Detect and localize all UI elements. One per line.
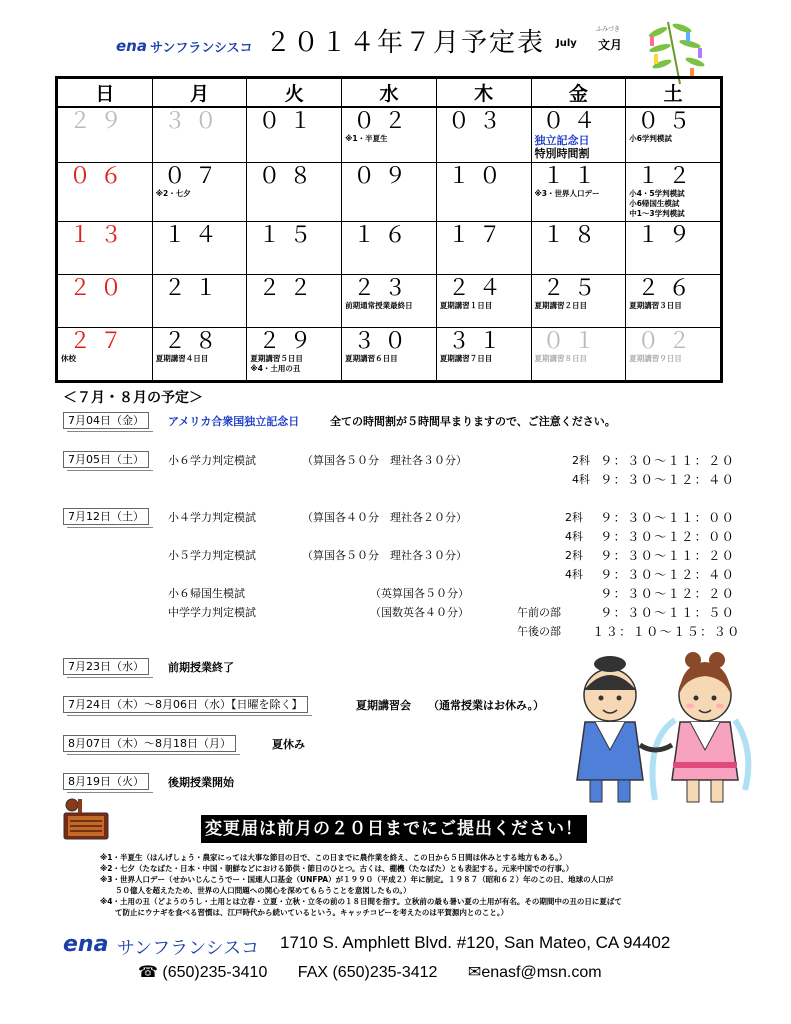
event-name: 小５学力判定模試 [168, 549, 256, 562]
calendar-day-cell [436, 275, 531, 328]
footnote-line: ※4・土用の丑（どようのうし・土用とは立春・立夏・立秋・立冬の前の１８日間を指す。立秋前の最も暑い夏の土用が有名。その期間中の丑の日に夏ばて [100, 897, 622, 906]
weekday-header: 火 [247, 79, 342, 108]
calendar-day-cell [247, 163, 342, 222]
time-label: 2科 [565, 511, 583, 524]
day-note: 夏期講習４日目 [155, 354, 209, 363]
day-number: ０５ [637, 109, 700, 134]
calendar-week-row [58, 163, 721, 222]
event-date: 7月23日（水） [63, 658, 149, 675]
event-date: 8月19日（火） [63, 773, 149, 790]
calendar-day-cell [58, 275, 153, 328]
day-note: 夏期講習８日目 [534, 354, 588, 363]
day-note: 小6学判模試 [629, 134, 672, 143]
calendar-day-cell [531, 328, 626, 381]
footnote-line: ※3・世界人口デー（せかいじんこうでー・国連人口基金（UNFPA）が１９９０（平成２）年に制定。１９８７（昭和６２）年のこの日、地球の人口が [100, 875, 614, 884]
weekday-header: 日 [58, 79, 153, 108]
event-date: 7月04日（金） [63, 412, 149, 429]
calendar-day-cell [247, 107, 342, 163]
calendar-day-cell [247, 222, 342, 275]
day-number: ０２ [637, 329, 700, 354]
day-note: 夏期講習３日目 [629, 301, 682, 310]
fax-number: FAX (650)235-3412 [297, 964, 438, 981]
day-number: １０ [447, 164, 510, 189]
month-ruby: ふみづき [596, 26, 620, 33]
footnote-line: ※1・半夏生（はんげしょう・農家にっては大事な節目の日で、この日までに農作業を終え、この日から５日間は休みとする地方もある。） [100, 853, 567, 862]
calendar-day-cell [247, 275, 342, 328]
day-note: 夏期講習５日目 [250, 354, 303, 363]
event-note: （通常授業はお休み。） [428, 699, 545, 712]
day-number: ０１ [542, 329, 605, 354]
time-label: 2科 [565, 549, 583, 562]
calendar-day-cell [436, 107, 531, 163]
calendar-week-row [58, 328, 721, 381]
event-name: 小６帰国生模試 [168, 587, 245, 600]
day-number: ２１ [163, 276, 226, 301]
day-number: ３０ [353, 329, 416, 354]
footer-school-name: サンフランシスコ [117, 938, 260, 959]
event-name: 小６学力判定模試 [168, 454, 256, 467]
day-note: 中1～3学判模試 [629, 209, 685, 218]
day-number: ０１ [258, 109, 321, 134]
footer-ena-logo: ena [63, 932, 109, 957]
email-link[interactable]: ✉enasf@msn.com [467, 964, 602, 981]
day-number: １２ [637, 164, 700, 189]
event-detail: （算国各４０分 理社各２０分） [302, 511, 467, 524]
day-number: １３ [69, 223, 132, 248]
weekday-header: 金 [531, 79, 626, 108]
calendar-day-cell [342, 222, 437, 275]
day-number: １５ [258, 223, 321, 248]
calendar-day-cell [58, 163, 153, 222]
day-number: １７ [447, 223, 510, 248]
time-label: 2科 [572, 454, 590, 467]
day-note: 独立記念日 [534, 134, 590, 147]
time-range: ９：３０～１１：００ [600, 510, 736, 525]
time-range: ９：３０～１２：００ [600, 529, 736, 544]
ena-logo: ena [116, 37, 147, 55]
event-date: 7月05日（土） [63, 451, 149, 468]
day-number: １１ [542, 164, 605, 189]
day-number: ０８ [258, 164, 321, 189]
calendar-day-cell [152, 163, 247, 222]
event-detail: （算国各５０分 理社各３０分） [302, 454, 467, 467]
time-range: ９：３０～１２：４０ [600, 567, 736, 582]
event-detail: （国数英各４０分） [370, 606, 469, 619]
day-number: ２３ [353, 276, 416, 301]
unagi-box-icon [58, 795, 113, 845]
calendar-day-cell [436, 222, 531, 275]
calendar-day-cell [531, 107, 626, 163]
calendar-day-cell [58, 222, 153, 275]
event-name: 小４学力判定模試 [168, 511, 256, 524]
time-range: ９：３０～１２：４０ [600, 472, 736, 487]
day-number: ２４ [447, 276, 510, 301]
day-number: ２２ [258, 276, 321, 301]
event-desc: 全ての時間割が５時間早まりますので、ご注意ください。 [330, 415, 616, 428]
calendar-week-row [58, 107, 721, 163]
day-note: 前期通常授業最終日 [345, 301, 413, 310]
calendar-day-cell [531, 163, 626, 222]
day-note: 小4・5学判模試 [629, 189, 685, 198]
time-range: ９：３０～１１：２０ [600, 453, 736, 468]
calendar-day-cell [152, 222, 247, 275]
header [0, 18, 791, 68]
footer-contact [138, 962, 628, 982]
day-number: ０７ [163, 164, 226, 189]
calendar-day-cell [342, 163, 437, 222]
day-note: ※1・半夏生 [345, 134, 388, 143]
day-number: ３０ [163, 109, 226, 134]
event-date: 7月12日（土） [63, 508, 149, 525]
time-label: 4科 [572, 473, 590, 486]
event-date: 8月07日（木）～8月18日（月） [63, 735, 236, 752]
calendar-week-row [58, 222, 721, 275]
calendar-day-cell [626, 222, 721, 275]
day-number: １９ [637, 223, 700, 248]
phone-number[interactable]: ☎ (650)235-3410 [138, 964, 268, 981]
calendar-day-cell [152, 107, 247, 163]
calendar-day-cell [626, 328, 721, 381]
calendar-day-cell [342, 107, 437, 163]
day-number: ２９ [69, 109, 132, 134]
calendar-day-cell [152, 328, 247, 381]
day-note: ※2・七夕 [155, 189, 191, 198]
day-note: 夏期講習６日目 [345, 354, 398, 363]
footnote-line: ５０億人を超えたため、世界の人口問題への関心を深めてもらうことを意図したもの。） [100, 886, 411, 895]
calendar-day-cell [626, 107, 721, 163]
calendar-week-row [58, 275, 721, 328]
event-name: 中学学力判定模試 [168, 606, 256, 619]
calendar-day-cell [531, 222, 626, 275]
time-range: １３：１０～１５：３０ [592, 624, 741, 639]
time-range: ９：３０～１２：２０ [600, 586, 736, 601]
event-name: アメリカ合衆国独立記念日 [168, 415, 300, 428]
weekday-header: 土 [626, 79, 721, 108]
event-date: 7月24日（木）～8月06日（水）【日曜を除く】 [63, 696, 308, 713]
event-name: 前期授業終了 [168, 661, 234, 674]
school-name: サンフランシスコ [150, 41, 253, 56]
event-name: 夏休み [272, 738, 305, 751]
weekday-header: 月 [152, 79, 247, 108]
day-note: ※3・世界人口デー [534, 189, 600, 198]
footer-address: 1710 S. Amphlett Blvd. #120, San Mateo, CA 94402 [280, 933, 671, 952]
day-note: ※4・土用の丑 [250, 364, 301, 373]
day-number: ０９ [353, 164, 416, 189]
orihime-hikoboshi-illustration-icon [555, 650, 755, 810]
day-number: ０３ [447, 109, 510, 134]
calendar-day-cell [626, 163, 721, 222]
day-number: ２９ [258, 329, 321, 354]
event-name: 後期授業開始 [168, 776, 234, 789]
weekday-header-row [58, 79, 721, 108]
footnote-line: ※2・七夕（たなばた・日本・中国・朝鮮などにおける節供・節日のひとつ。古くは、棚機（たなばた）とも表記する。元来中国での行事。） [100, 864, 574, 873]
day-number: ２６ [637, 276, 700, 301]
event-name: 夏期講習会 [356, 699, 411, 712]
calendar-day-cell [626, 275, 721, 328]
day-note: 夏期講習２日目 [534, 301, 588, 310]
day-number: ２８ [163, 329, 226, 354]
month-ja: 文月 [598, 38, 623, 52]
day-note: 夏期講習７日目 [439, 354, 493, 363]
day-note: 夏期講習１日目 [439, 301, 493, 310]
day-number: ２７ [69, 329, 132, 354]
time-range: ９：３０～１１：２０ [600, 548, 736, 563]
day-number: １６ [353, 223, 416, 248]
calendar-day-cell [436, 328, 531, 381]
time-label: 午後の部 [517, 625, 561, 638]
day-number: ０４ [542, 109, 605, 134]
event-detail: （算国各５０分 理社各３０分） [302, 549, 467, 562]
calendar-body [58, 107, 721, 381]
calendar-day-cell [342, 275, 437, 328]
day-note: 小6帰国生模試 [629, 199, 680, 208]
day-number: ３１ [447, 329, 510, 354]
day-number: ２０ [69, 276, 132, 301]
weekday-header: 水 [342, 79, 437, 108]
calendar [55, 76, 723, 383]
time-label: 4科 [565, 530, 583, 543]
time-range: ９：３０～１１：５０ [600, 605, 736, 620]
calendar-day-cell [58, 328, 153, 381]
footnotes [100, 852, 730, 918]
deadline-banner: 変更届は前月の２０日までにご提出ください！ [201, 815, 587, 843]
time-label: 午前の部 [517, 606, 561, 619]
day-number: １８ [542, 223, 605, 248]
month-en: July [556, 38, 577, 49]
time-label: 4科 [565, 568, 583, 581]
weekday-header: 木 [436, 79, 531, 108]
calendar-day-cell [152, 275, 247, 328]
day-number: ０２ [353, 109, 416, 134]
footnote-line: て防止にウナギを食べる習慣は、江戸時代から続いているという。キャッチコピーを考えたのは平賀源内とのこと。） [100, 908, 509, 917]
schedule-title: ＜７月・８月の予定＞ [63, 390, 203, 406]
day-note: 特別時間割 [534, 147, 590, 160]
day-number: １４ [163, 223, 226, 248]
day-number: ０６ [69, 164, 132, 189]
event-detail: （英算国各５０分） [370, 587, 469, 600]
day-number: ２５ [542, 276, 605, 301]
calendar-day-cell [247, 328, 342, 381]
calendar-day-cell [342, 328, 437, 381]
day-note: 夏期講習９日目 [629, 354, 682, 363]
calendar-day-cell [58, 107, 153, 163]
calendar-day-cell [531, 275, 626, 328]
day-note: 休校 [61, 354, 76, 363]
calendar-day-cell [436, 163, 531, 222]
page-title: ２０１４年７月予定表 [265, 28, 546, 58]
